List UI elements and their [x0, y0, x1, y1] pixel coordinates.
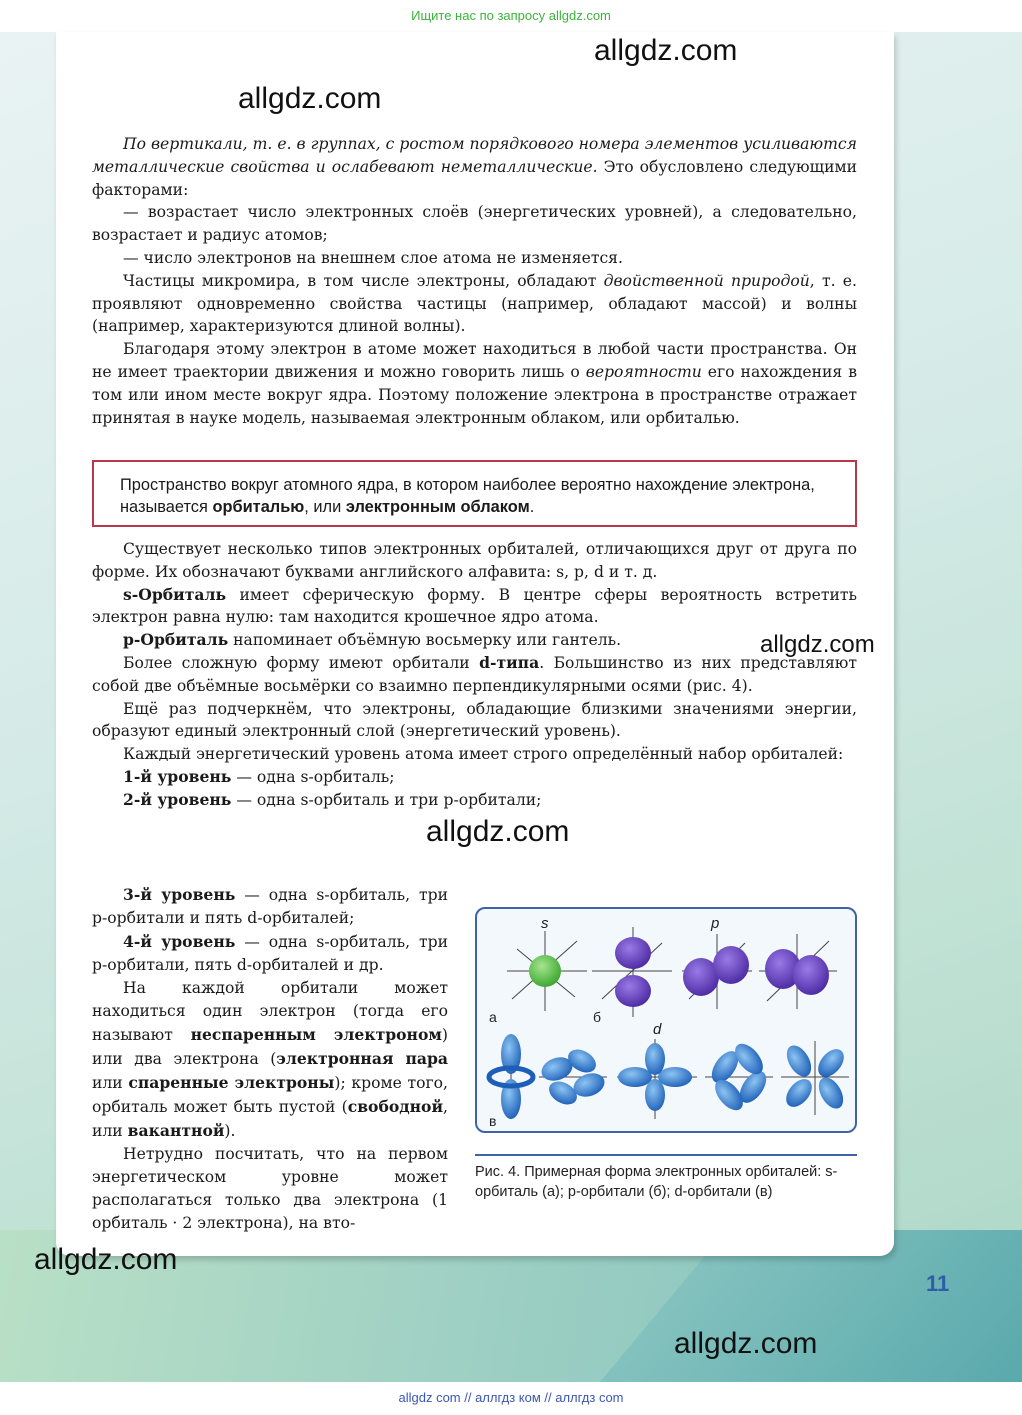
- bold-term: 3-й уровень: [123, 885, 236, 904]
- paragraph: [92, 629, 857, 652]
- list-item: — возрастает число электронных слоёв (энергетических уровней), а следовательно, возрастает и радиус атомов;: [92, 203, 857, 245]
- bold-term: свободной: [347, 1097, 444, 1116]
- top-banner[interactable]: Ищите нас по запросу allgdz.com: [411, 8, 611, 23]
- text: — одна s-орбиталь и три p-орбитали;: [231, 790, 542, 809]
- d-orbital-z2: [489, 1034, 533, 1119]
- orbital-figure: [475, 907, 857, 1133]
- p-orbital-y: [759, 934, 837, 1009]
- p-orbital-vertical: [592, 927, 672, 1017]
- text: Благодаря этому электрон в атоме может находиться в любой части пространства. Он не имеет траектории движения и можно говорить лишь о: [92, 340, 857, 381]
- text-block-middle: [92, 538, 857, 812]
- bottom-banner[interactable]: allgdz com // аллгдз ком // аллгдз com: [0, 1383, 1022, 1415]
- text: Пространство вокруг атомного ядра, в котором наиболее вероятно нахождение электрона, называется: [120, 476, 815, 516]
- orbital-illustration: [477, 909, 855, 1131]
- label-a: а: [489, 1009, 497, 1025]
- label-d: d: [653, 1021, 662, 1038]
- list-item: [92, 930, 448, 977]
- text: , т. е. проявляют одновременно свойства частицы (например, обладают массой) и волны (например, характеризуются длиной волны).: [92, 271, 857, 336]
- list-item: [92, 766, 857, 789]
- bold-term: электронным облаком: [345, 498, 530, 516]
- text: — одна s-орбиталь, три p-орбитали, пять d-орбиталей и др.: [92, 933, 448, 974]
- italic-text: вероятности: [585, 362, 702, 381]
- text: его нахождения в том или ином месте вокруг ядра. Поэтому положение электрона в пространстве отражает принятая в науке модель, называемая электронным облаком, или орбиталью.: [92, 362, 858, 427]
- text: Это обусловлено следующими факторами:: [92, 157, 857, 199]
- bold-term: вакантной: [127, 1121, 225, 1140]
- text: , или: [92, 1098, 448, 1140]
- list-item: [92, 883, 448, 930]
- paragraph: Ещё раз подчеркнём, что электроны, обладающие близкими значениями энергии, образуют единый электронный слой (энергетический уровень).: [92, 699, 857, 741]
- caption-rule: [475, 1154, 857, 1156]
- bold-term: орбиталью: [212, 498, 305, 516]
- paragraph: Нетрудно посчитать, что на первом энергетическом уровне может располагаться только два электрона (1 орбиталь · 2 электрона), на вто-: [92, 1145, 448, 1232]
- label-s: s: [541, 915, 549, 932]
- p-orbital-x: [682, 934, 752, 1009]
- watermark: allgdz.com: [238, 82, 382, 115]
- d-orbital-x2y2: [781, 1041, 849, 1115]
- text: — одна s-орбиталь;: [231, 767, 395, 786]
- paragraph: [92, 270, 857, 338]
- text: . Большинство из них представляют собой две объёмные восьмёрки со взаимно перпендикулярными осями (рис. 4).: [92, 653, 857, 695]
- list-item: — число электронов на внешнем слое атома не изменяется.: [123, 248, 623, 267]
- text: .: [529, 498, 535, 516]
- text: или: [92, 1074, 129, 1092]
- label-v: в: [489, 1113, 497, 1129]
- text: напоминает объёмную восьмерку или гантель.: [228, 631, 622, 650]
- text-block-narrow: [92, 883, 448, 1235]
- text: ); кроме того, орбиталь может быть пустой (: [92, 1074, 448, 1116]
- figure-caption: Рис. 4. Примерная форма электронных орбиталей: s-орбиталь (а); p-орбитали (б); d-орбитали (в): [475, 1164, 838, 1200]
- bold-term: s-Орбиталь: [123, 584, 227, 604]
- bold-term: d-типа: [479, 652, 540, 672]
- paragraph: [92, 338, 857, 429]
- d-orbital-xy: [538, 1045, 608, 1109]
- text: Более сложную форму имеют орбитали: [123, 653, 480, 672]
- d-orbital-xz: [617, 1039, 697, 1119]
- text: ) или два электрона (: [92, 1026, 449, 1068]
- text: , или: [304, 498, 346, 516]
- bold-term: 2-й уровень: [123, 789, 232, 809]
- bold-term: спаренные электроны: [128, 1073, 335, 1092]
- watermark: allgdz.com: [594, 34, 738, 67]
- text-block-top: [92, 133, 857, 429]
- paragraph: [92, 652, 857, 698]
- page-number: 11: [926, 1271, 950, 1296]
- paragraph: [92, 977, 448, 1143]
- bold-term: 1-й уровень: [123, 766, 232, 786]
- bold-term: неспаренным электроном: [190, 1025, 442, 1044]
- bold-term: p-Орбиталь: [123, 630, 229, 650]
- label-p: p: [711, 915, 720, 932]
- italic-text: двойственной природой: [603, 271, 810, 290]
- bold-term: 4-й уровень: [123, 932, 236, 951]
- text: ).: [224, 1122, 236, 1140]
- text: — одна s-орбиталь, три p-орбитали и пять d-орбиталей;: [92, 886, 448, 927]
- definition-box: [92, 460, 857, 527]
- s-orbital: [507, 931, 587, 1011]
- italic-text: По вертикали, т. е. в группах, с ростом порядкового номера элементов усиливаются металлические свойства и ослабевают неметаллические.: [92, 135, 857, 176]
- label-b: б: [593, 1009, 602, 1025]
- list-item: [92, 789, 857, 812]
- text: имеет сферическую форму. В центре сферы вероятность встретить электрон равна нулю: там находится крошечное ядро атома.: [92, 585, 857, 627]
- paragraph: [92, 584, 857, 630]
- watermark: allgdz.com: [674, 1327, 818, 1360]
- paragraph: Существует несколько типов электронных орбиталей, отличающихся друг от друга по форме. Их обозначают буквами английского алфавита: s, p, d и т. д.: [92, 540, 857, 581]
- watermark: allgdz.com: [760, 631, 875, 658]
- text: Частицы микромира, в том числе электроны, обладают: [123, 271, 604, 290]
- paragraph: [92, 133, 857, 201]
- bold-term: электронная пара: [276, 1049, 448, 1068]
- text: На каждой орбитали может находиться один электрон (тогда его называют: [92, 979, 448, 1044]
- paragraph: Каждый энергетический уровень атома имеет строго определённый набор орбиталей:: [123, 745, 844, 764]
- watermark: allgdz.com: [34, 1243, 178, 1276]
- watermark: allgdz.com: [426, 815, 570, 848]
- d-orbital-yz: [705, 1039, 773, 1115]
